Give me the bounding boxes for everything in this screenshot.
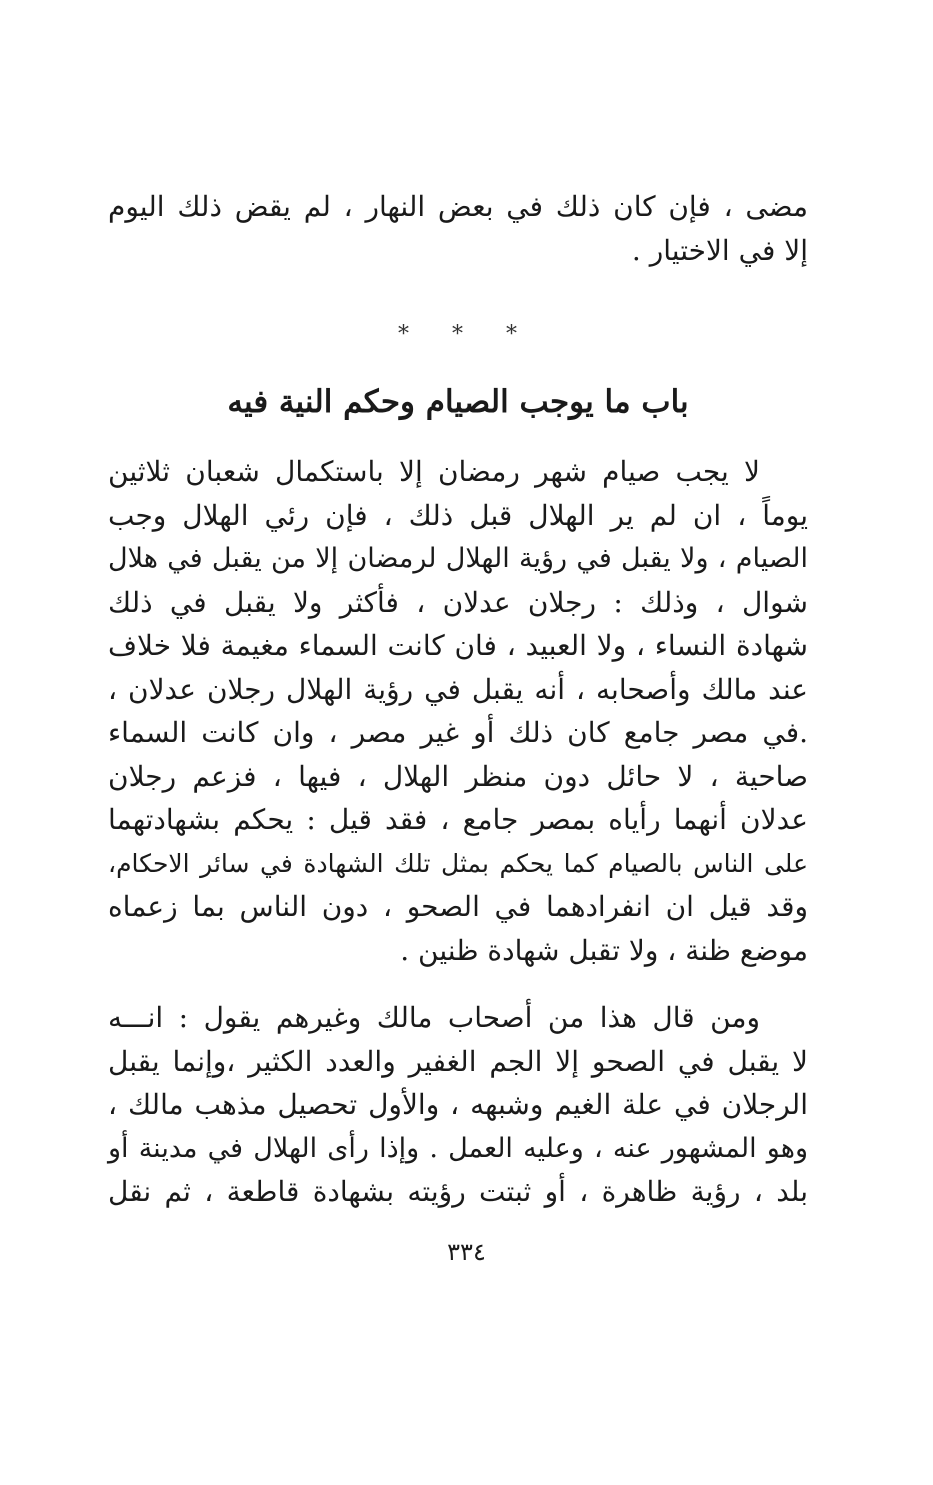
text-line: .في مصر جامع كان ذلك أو غير مصر ، وان كانت السماء [108, 716, 808, 749]
section-separator: * * * [398, 322, 535, 347]
text-line: عدلان أنهما رأياه بمصر جامع ، فقد قيل : يحكم بشهادتهما [108, 803, 808, 836]
paragraph-1 [108, 450, 808, 972]
text-line: إلا في الاختيار . [631, 233, 808, 267]
text-line: لا يجب صيام شهر رمضان إلا باستكمال شعبان ثلاثين [108, 455, 760, 488]
text-line: عند مالك وأصحابه ، أنه يقبل في رؤية الهلال رجلان عدلان ، [108, 672, 808, 706]
text-line: ومن قال هذا من أصحاب مالك وغيرهم يقول : انـــه [108, 1001, 760, 1034]
page-number: ٣٣٤ [447, 1238, 486, 1266]
text-line: مضى ، فإن كان ذلك في بعض النهار ، لم يقض ذلك اليوم [108, 190, 808, 223]
text-line: شهادة النساء ، ولا العبيد ، فان كانت السماء مغيمة فلا خلاف [108, 629, 808, 662]
text-line: صاحية ، لا حائل دون منظر الهلال ، فيها ، فزعم رجلان [108, 759, 808, 793]
chapter-heading: باب ما يوجب الصيام وحكم النية فيه [227, 384, 689, 420]
text-line: يوماً ، ان لم ير الهلال قبل ذلك ، فإن رئي الهلال وجب [108, 498, 808, 532]
text-line: على الناس بالصيام كما يحكم بمثل تلك الشهادة في سائر الاحكام، [108, 848, 808, 878]
text-line: لا يقبل في الصحو إلا الجم الغفير والعدد الكثير ،وإنما يقبل [108, 1044, 808, 1078]
text-line: الصيام ، ولا يقبل في رؤية الهلال لرمضان إلا من يقبل في هلال [108, 543, 808, 574]
text-line: بلد ، رؤية ظاهرة ، أو ثبتت رؤيته بشهادة قاطعة ، ثم نقل [108, 1175, 808, 1208]
paragraph-2 [108, 996, 808, 1214]
text-line: الرجلان في علة الغيم وشبهه ، والأول تحصيل مذهب مالك ، [108, 1088, 808, 1121]
text-line: وهو المشهور عنه ، وعليه العمل . وإذا رأى الهلال في مدينة أو [108, 1132, 808, 1164]
continuation-paragraph [108, 185, 808, 272]
text-line: موضع ظنة ، ولا تقبل شهادة ظنين . [400, 933, 808, 967]
text-line: شوال ، وذلك : رجلان عدلان ، فأكثر ولا يقبل في ذلك [108, 585, 808, 619]
text-line: وقد قيل ان انفرادهما في الصحو ، دون الناس بما زعماه [108, 890, 808, 923]
